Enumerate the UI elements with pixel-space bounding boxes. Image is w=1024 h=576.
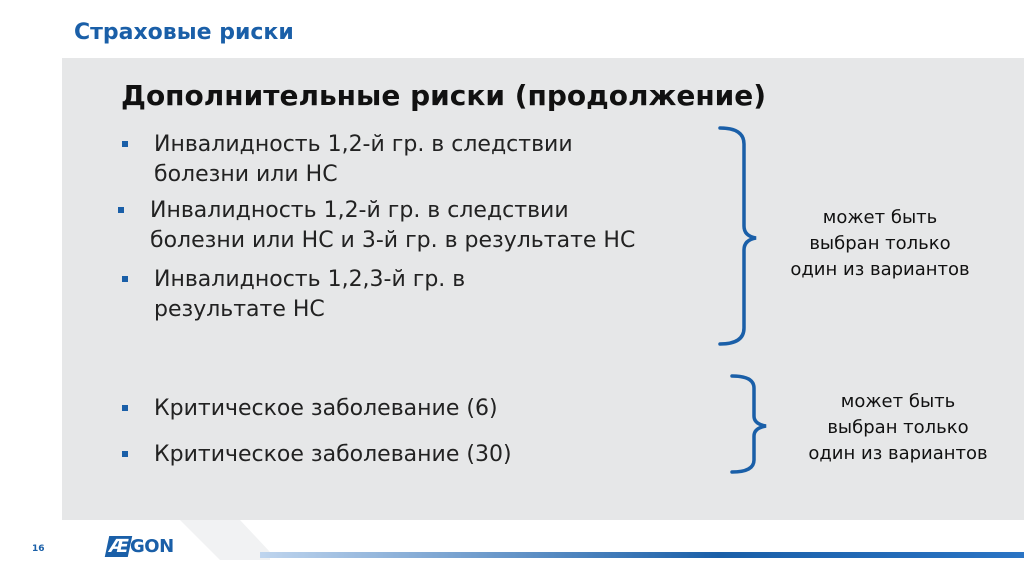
list-item-line: Инвалидность 1,2-й гр. в следствии xyxy=(154,132,573,157)
group-note xyxy=(760,205,1000,283)
bullet-icon xyxy=(122,451,128,457)
list-item xyxy=(154,130,573,190)
bullet-icon xyxy=(118,207,124,213)
list-item xyxy=(150,196,635,256)
list-item-line: болезни или НС xyxy=(154,162,338,187)
brace-icon xyxy=(714,124,760,348)
aegon-logo xyxy=(107,536,174,557)
section-heading: Дополнительные риски (продолжение) xyxy=(121,79,767,112)
list-item xyxy=(154,440,512,470)
list-item-line: Критическое заболевание (30) xyxy=(154,442,512,467)
bullet-icon xyxy=(122,405,128,411)
note-line: один из вариантов xyxy=(790,259,970,280)
list-item xyxy=(154,394,498,424)
footer-strip xyxy=(260,552,1024,558)
page-title: Страховые риски xyxy=(74,20,294,45)
group-note xyxy=(778,389,1018,467)
note-line: может быть xyxy=(840,391,956,412)
brace-icon xyxy=(726,372,772,476)
list-item-line: Критическое заболевание (6) xyxy=(154,396,498,421)
page-number: 16 xyxy=(32,544,45,554)
note-line: выбран только xyxy=(809,233,951,254)
note-line: может быть xyxy=(822,207,938,228)
bullet-icon xyxy=(122,141,128,147)
logo-mark: Æ xyxy=(106,536,131,557)
logo-text: GON xyxy=(130,536,174,557)
bullet-icon xyxy=(122,276,128,282)
note-line: выбран только xyxy=(827,417,969,438)
list-item xyxy=(154,265,465,325)
list-item-line: результате НС xyxy=(154,297,325,322)
list-item-line: Инвалидность 1,2,3-й гр. в xyxy=(154,267,466,292)
list-item-line: Инвалидность 1,2-й гр. в следствии xyxy=(150,198,569,223)
footer-decoration xyxy=(180,520,270,560)
list-item-line: болезни или НС и 3-й гр. в результате НС xyxy=(150,228,636,253)
note-line: один из вариантов xyxy=(808,443,988,464)
